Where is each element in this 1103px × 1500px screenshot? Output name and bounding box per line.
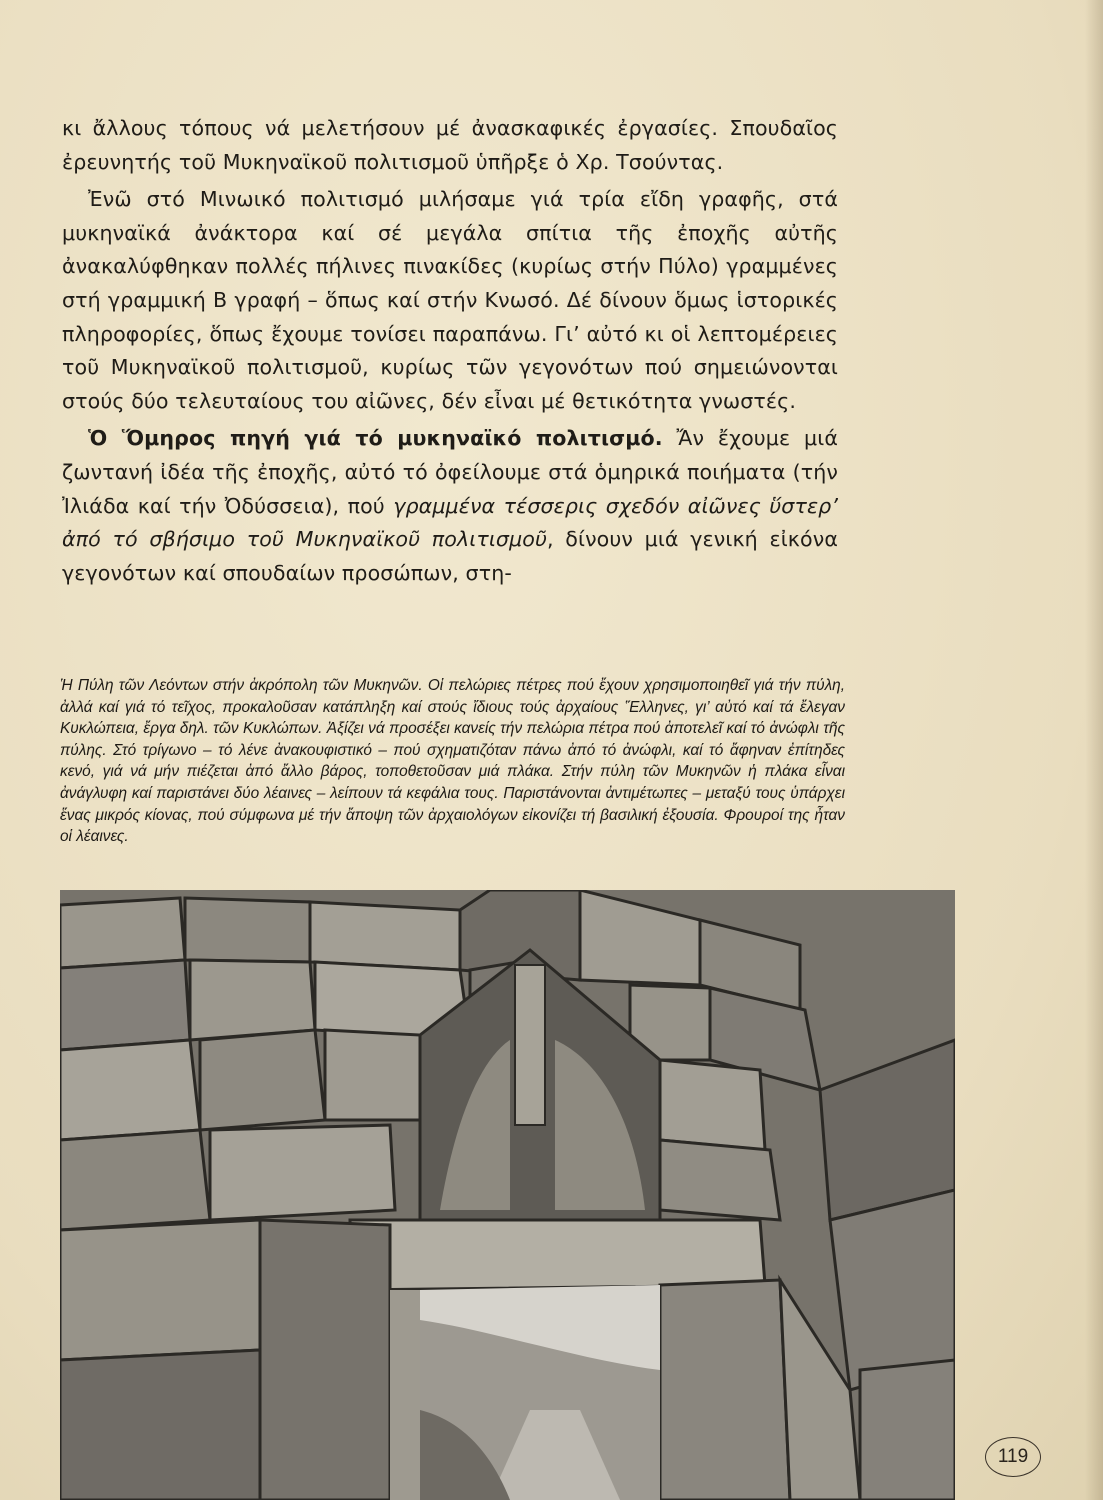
paragraph-3-text-b: , δίνουν μιά γενική εἰκόνα γεγονότων καί σπουδαίων προσώπων, στη-	[62, 527, 838, 585]
paragraph-3	[62, 422, 838, 590]
paragraph-1: κι ἄλλους τόπους νά μελετήσουν μέ ἀνασκαφικές ἐργασίες. Σπουδαῖος ἐρευνητής τοῦ Μυκηναϊκοῦ πολιτισμοῦ ὑπῆρξε ὁ Χρ. Τσούντας.	[62, 116, 838, 174]
paragraph-2: Ἐνῶ στό Μινωικό πολιτισμό μιλήσαμε γιά τρία εἴδη γραφῆς, στά μυκηναϊκά ἀνάκτορα καί σέ μεγάλα σπίτια τῆς ἐποχῆς αὐτῆς ἀνακαλύφθηκαν πολλές πήλινες πινακίδες (κυρίως στήν Πύλο) γραμμένες στή γραμμική Β γραφή – ὅπως καί στήν Κνωσό. Δέ δίνουν ὅμως ἱστορικές πληροφορίες, ὅπως ἔχουμε τονίσει παραπάνω. Γι’ αὐτό κι οἱ λεπτομέρειες τοῦ Μυκηναϊκοῦ πολιτισμοῦ, κυρίως τῶν γεγονότων πού σημειώνονται στούς δύο τελευταίους του αἰῶνες, δέν εἶναι μέ θετικότητα γνωστές.	[62, 187, 838, 413]
lion-gate-photo	[60, 890, 955, 1500]
page-number: 119	[985, 1437, 1041, 1477]
photo-caption: Ἡ Πύλη τῶν Λεόντων στήν ἀκρόπολη τῶν Μυκηνῶν. Οἱ πελώριες πέτρες πού ἔχουν χρησιμοποιηθεῖ γιά τήν πύλη, ἀλλά καί γιά τό τεῖχος, προκαλοῦσαν κατάπληξη καί στούς ἴδιους τούς ἀρχαίους Ἕλληνες, γι’ αὐτό καί τά ἔλεγαν Κυκλώπεια, ἔργα δηλ. τῶν Κυκλώπων. Ἀξίζει νά προσέξει κανείς τήν πελώρια πέτρα πού ἀποτελεῖ καί τό ἀνώφλι τῆς πύλης. Στό τρίγωνο – τό λένε ἀνακουφιστικό – πού σχηματιζόταν πάνω ἀπό τό ἀνώφλι, καί τό ἄφηναν ἐπίτηδες κενό, γιά νά μήν πιέζεται ἀπό ἄλλο βάρος, τοποθετοῦσαν μιά πλάκα. Στήν πύλη τῶν Μυκηνῶν ἡ πλάκα εἶναι ἀνάγλυφη καί παριστάνει δύο λέαινες – λείπουν τά κεφάλια τους. Παριστάνονται ἀντιμέτωπες – μεταξύ τους ὑπάρχει ἕνας μικρός κίονας, πού σύμφωνα μέ τήν ἄποψη τῶν ἀρχαιολόγων εἰκονίζει τή βασιλική ἐξουσία. Φρουροί της ἦταν οἱ λέαινες.	[60, 677, 845, 846]
section-heading: Ὁ Ὅμηρος πηγή γιά τό μυκηναϊκό πολιτισμό.	[88, 426, 663, 451]
page-edge-shadow	[1085, 0, 1103, 1500]
paragraph-3-text-a: Ἄν ἔχουμε μιά ζωντανή ἰδέα τῆς ἐποχῆς, αὐτό τό ὀφείλουμε στά ὁμηρικά ποιήματα (τήν Ἰλιάδα καί τήν Ὀδύσσεια), πού	[62, 426, 838, 518]
body-text	[62, 112, 838, 590]
paragraph-3-italic: γραμμένα τέσσερις σχεδόν αἰῶνες ὕστερ’ ἀπό τό σβήσιμο τοῦ Μυκηναϊκοῦ πολιτισμοῦ	[62, 493, 839, 552]
